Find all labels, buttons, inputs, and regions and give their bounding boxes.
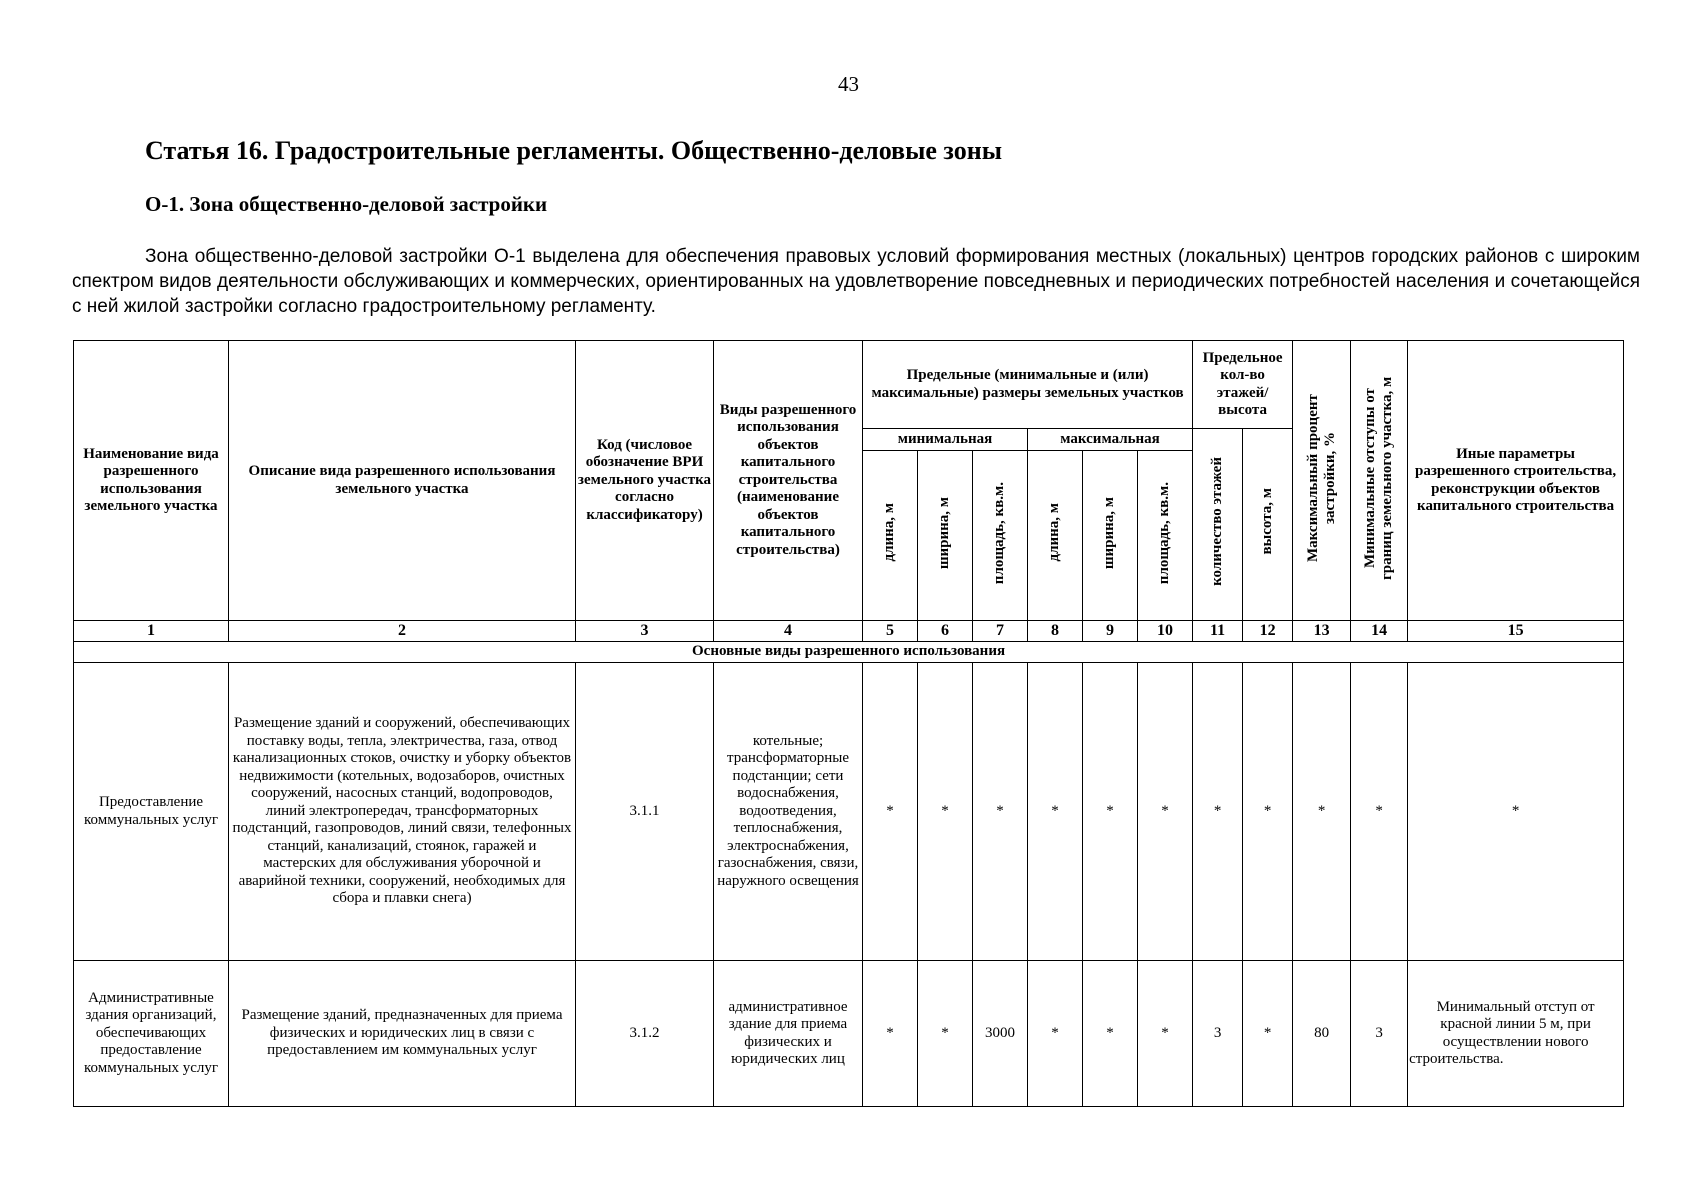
column-number: 14 — [1351, 621, 1408, 642]
row-value: * — [1028, 961, 1083, 1107]
row-code: 3.1.2 — [576, 961, 714, 1107]
article-title: Статья 16. Градостроительные регламенты. Общественно-деловые зоны — [145, 136, 1002, 165]
header-objects: Виды разрешенного использования объектов капитального строительства (наименование объектов капитального строительства) — [714, 341, 863, 621]
row-other: Минимальный отступ от красной линии 5 м, при осуществлении нового строительства. — [1408, 961, 1624, 1107]
column-number: 10 — [1138, 621, 1193, 642]
header-min-area: площадь, кв.м. — [973, 451, 1028, 621]
row-value: * — [1028, 663, 1083, 961]
row-value: * — [918, 663, 973, 961]
column-number: 1 — [74, 621, 229, 642]
column-number: 13 — [1293, 621, 1351, 642]
row-value: * — [1083, 663, 1138, 961]
column-number: 11 — [1193, 621, 1243, 642]
header-name: Наименование вида разрешенного использования земельного участка — [74, 341, 229, 621]
row-name: Административные здания организаций, обеспечивающих предоставление коммунальных услуг — [74, 961, 229, 1107]
row-value: * — [1138, 961, 1193, 1107]
row-value: * — [1138, 663, 1193, 961]
column-number: 12 — [1243, 621, 1293, 642]
column-number: 15 — [1408, 621, 1624, 642]
row-description: Размещение зданий, предназначенных для приема физических и юридических лиц в связи с предоставлением им коммунальных услуг — [229, 961, 576, 1107]
row-value: * — [918, 961, 973, 1107]
row-value: * — [1293, 663, 1351, 961]
header-code: Код (числовое обозначение ВРИ земельного участка согласно классификатору) — [576, 341, 714, 621]
column-number: 7 — [973, 621, 1028, 642]
header-min: минимальная — [863, 429, 1028, 451]
row-value: 3000 — [973, 961, 1028, 1107]
header-floors: количество этажей — [1193, 429, 1243, 621]
header-height: высота, м — [1243, 429, 1293, 621]
header-max: максимальная — [1028, 429, 1193, 451]
row-description: Размещение зданий и сооружений, обеспечивающих поставку воды, тепла, электричества, газа, отвод канализационных стоков, очистку и уборку объектов недвижимости (котельных, водозаборов, очистных сооружений, насосных станций, водопроводов, линий электропередач, трансформаторных подстанций, газопроводов, линий связи, телефонных станций, канализаций, стоянок, гаражей и мастерских для обслуживания уборочной и аварийной техники, сооружений, необходимых для сбора и плавки снега) — [229, 663, 576, 961]
section-title: Основные виды разрешенного использования — [74, 642, 1624, 663]
row-value: * — [1243, 663, 1293, 961]
row-value: 80 — [1293, 961, 1351, 1107]
page-number: 43 — [838, 72, 859, 96]
row-value: 3 — [1351, 961, 1408, 1107]
row-value: * — [1083, 961, 1138, 1107]
column-number: 6 — [918, 621, 973, 642]
row-name: Предоставление коммунальных услуг — [74, 663, 229, 961]
header-min-setback: Минимальные отступы от границ земельного участка, м — [1351, 341, 1408, 621]
column-number: 9 — [1083, 621, 1138, 642]
row-value: 3 — [1193, 961, 1243, 1107]
row-value: * — [1351, 663, 1408, 961]
row-value: * — [1193, 663, 1243, 961]
zone-title: О-1. Зона общественно-деловой застройки — [145, 192, 548, 216]
header-sizes-group: Предельные (минимальные и (или) максимальные) размеры земельных участков — [863, 341, 1193, 429]
header-min-length: длина, м — [863, 451, 918, 621]
column-number: 4 — [714, 621, 863, 642]
column-number: 2 — [229, 621, 576, 642]
header-max-percent: Максимальный процент застройки, % — [1293, 341, 1351, 621]
header-max-length: длина, м — [1028, 451, 1083, 621]
row-value: * — [863, 961, 918, 1107]
regulations-table — [73, 340, 1624, 1107]
column-number: 5 — [863, 621, 918, 642]
row-code: 3.1.1 — [576, 663, 714, 961]
row-value: * — [1243, 961, 1293, 1107]
header-min-width: ширина, м — [918, 451, 973, 621]
header-max-width: ширина, м — [1083, 451, 1138, 621]
header-other-params: Иные параметры разрешенного строительства, реконструкции объектов капитального строительства — [1408, 341, 1624, 621]
header-description: Описание вида разрешенного использования земельного участка — [229, 341, 576, 621]
column-number: 8 — [1028, 621, 1083, 642]
row-value: * — [973, 663, 1028, 961]
header-floors-group: Предельное кол-во этажей/ высота — [1193, 341, 1293, 429]
intro-paragraph: Зона общественно-деловой застройки О-1 выделена для обеспечения правовых условий формирования местных (локальных) центров городских районов с широким спектром видов деятельности обслуживающих и коммерческих, ориентированных на удовлетворение повседневных и периодических потребностей населения и сочетающейся с ней жилой застройки согласно градостроительному регламенту. — [72, 246, 1640, 317]
row-objects: административное здание для приема физических и юридических лиц — [714, 961, 863, 1107]
column-number: 3 — [576, 621, 714, 642]
row-other: * — [1408, 663, 1624, 961]
table-row — [74, 663, 1624, 961]
header-max-area: площадь, кв.м. — [1138, 451, 1193, 621]
row-value: * — [863, 663, 918, 961]
table-row — [74, 961, 1624, 1107]
row-objects: котельные; трансформаторные подстанции; сети водоснабжения, водоотведения, теплоснабжения, электроснабжения, газоснабжения, связи, наружного освещения — [714, 663, 863, 961]
